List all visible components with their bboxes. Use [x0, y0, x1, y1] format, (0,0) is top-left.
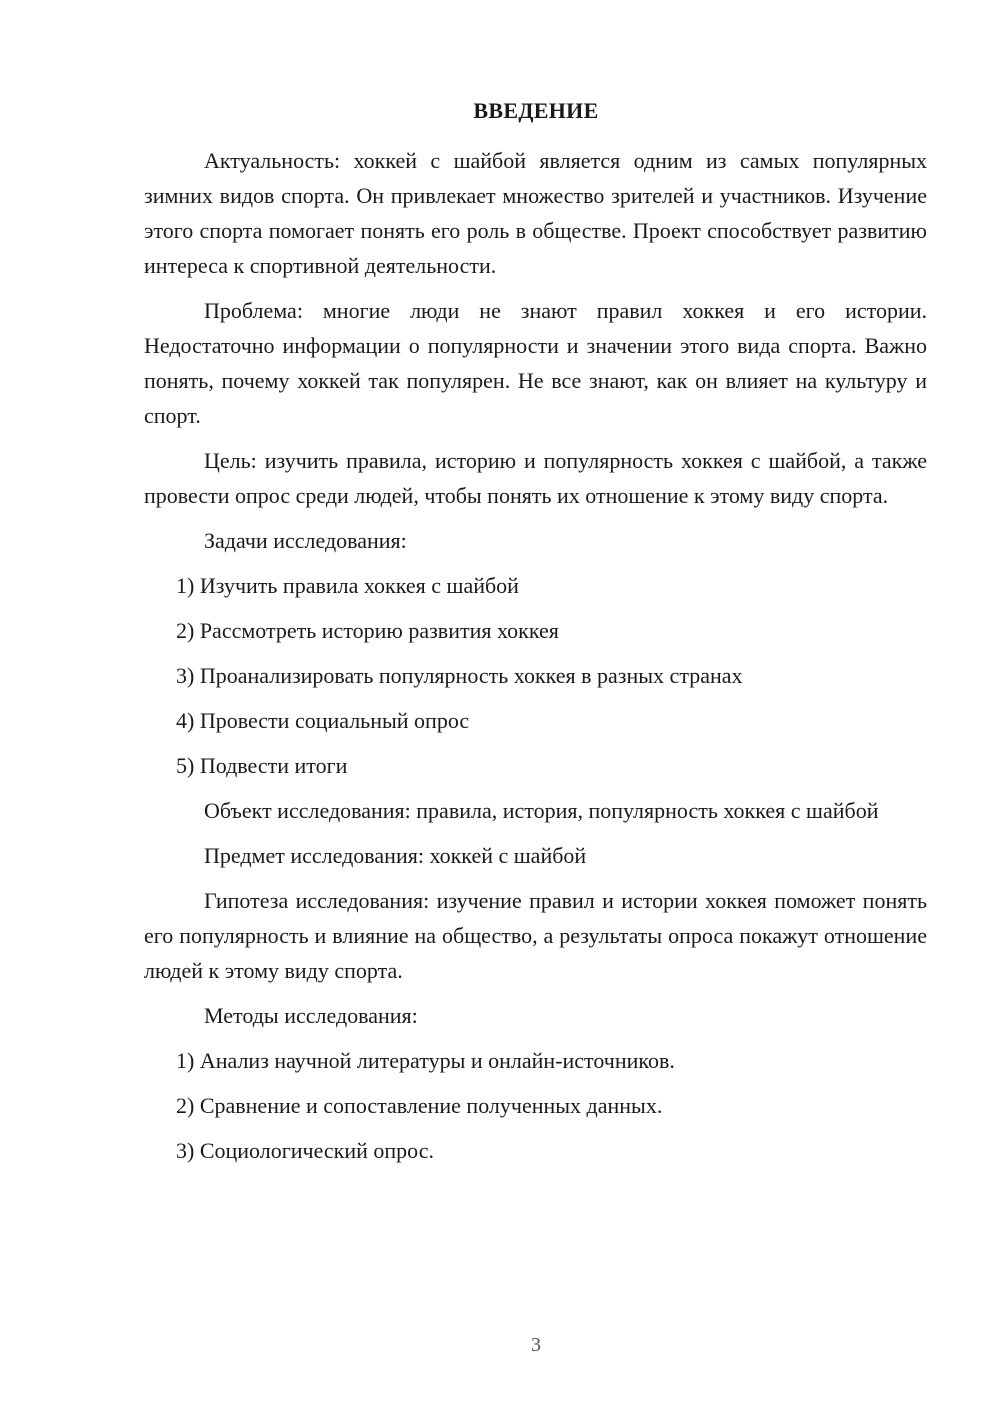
hypothesis-paragraph: Гипотеза исследования: изучение правил и истории хоккея поможет понять его популярность и влияние на общество, а результаты опроса покажут отношение людей к этому виду спорта. [144, 888, 927, 983]
task-item: 2) Рассмотреть историю развития хоккея [176, 618, 559, 643]
problem-paragraph: Проблема: многие люди не знают правил хоккея и его истории. Недостаточно информации о популярности и значении этого вида спорта. Важно понять, почему хоккей так популярен. Не все знают, как он влияет на культуру и спорт. [144, 298, 927, 428]
page-number: 3 [531, 1334, 541, 1356]
task-item: 1) Изучить правила хоккея с шайбой [176, 573, 519, 598]
relevance-paragraph: Актуальность: хоккей с шайбой является одним из самых популярных зимних видов спорта. Он привлекает множество зрителей и участников. Изучение этого спорта помогает понять его роль в обществе. Проект способствует развитию интереса к спортивной деятельности. [144, 148, 927, 278]
method-item: 2) Сравнение и сопоставление полученных данных. [176, 1093, 663, 1118]
task-item: 5) Подвести итоги [176, 753, 348, 778]
tasks-list [144, 568, 927, 783]
tasks-label: Задачи исследования: [204, 528, 407, 553]
method-item: 3) Социологический опрос. [176, 1138, 434, 1163]
goal-paragraph: Цель: изучить правила, историю и популярность хоккея с шайбой, а также провести опрос среди людей, чтобы понять их отношение к этому виду спорта. [144, 448, 927, 508]
object-paragraph: Объект исследования: правила, история, популярность хоккея с шайбой [204, 798, 879, 823]
method-item: 1) Анализ научной литературы и онлайн-источников. [176, 1048, 675, 1073]
methods-list [144, 1043, 927, 1168]
task-item: 4) Провести социальный опрос [176, 708, 470, 733]
subject-paragraph: Предмет исследования: хоккей с шайбой [204, 843, 587, 868]
page-title: ВВЕДЕНИЕ [473, 98, 599, 123]
page-content [144, 143, 927, 1178]
methods-label: Методы исследования: [204, 1003, 418, 1028]
task-item: 3) Проанализировать популярность хоккея в разных странах [176, 663, 743, 688]
